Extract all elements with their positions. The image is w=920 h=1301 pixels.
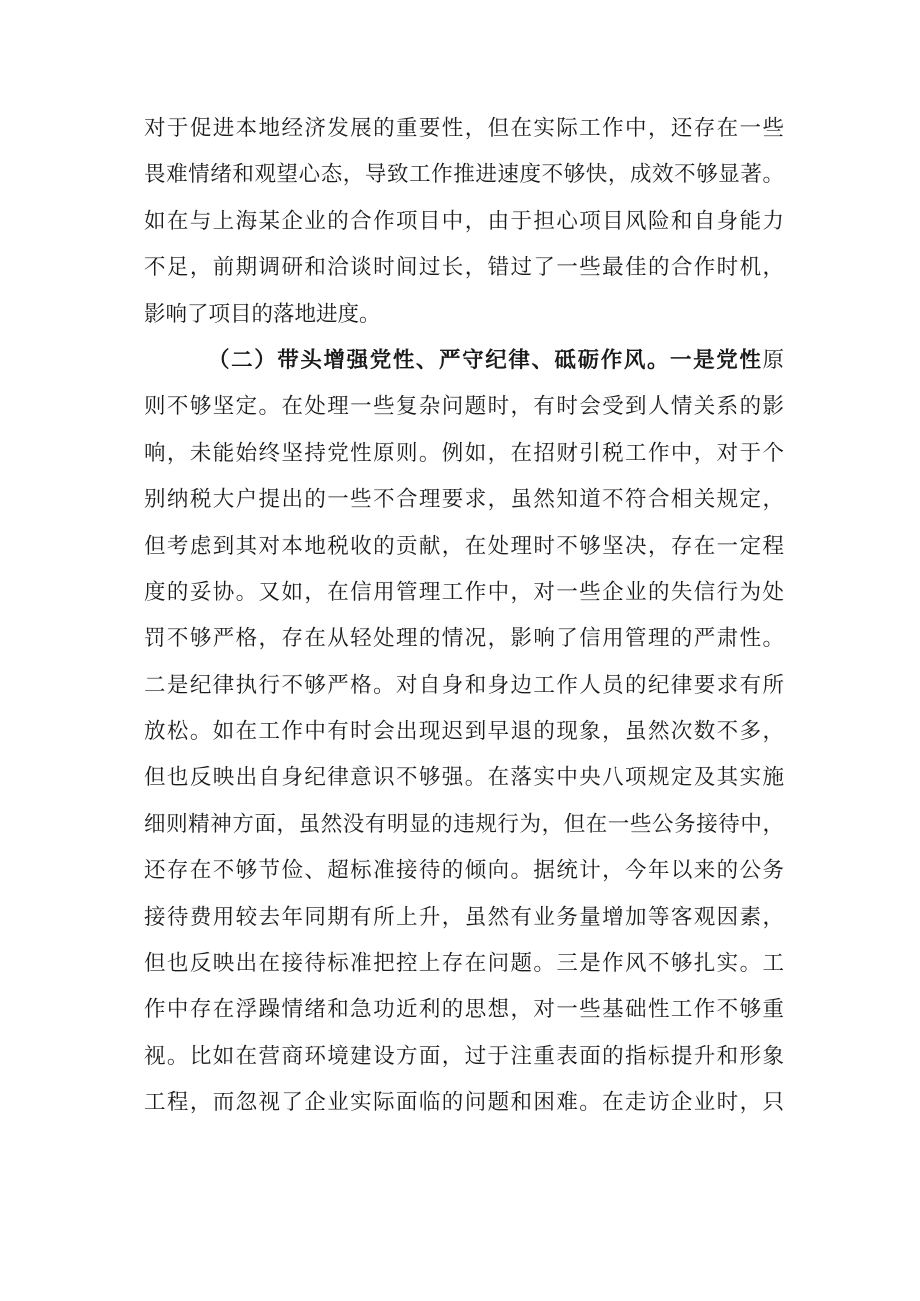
text-line: 度的妥协。又如，在信用管理工作中，对一些企业的失信行为处 — [144, 579, 784, 605]
text-line: 影响了项目的落地进度。 — [144, 301, 381, 327]
text-line: 工程，而忽视了企业实际面临的问题和困难。在走访企业时，只 — [144, 1090, 784, 1116]
text-line: 罚不够严格，存在从轻处理的情况，影响了信用管理的严肃性。 — [144, 626, 784, 652]
section-heading-continuation: 原 — [762, 347, 784, 373]
text-line: 则不够坚定。在处理一些复杂问题时，有时会受到人情关系的影 — [144, 394, 784, 420]
text-line: 对于促进本地经济发展的重要性，但在实际工作中，还存在一些 — [144, 116, 784, 141]
text-line: 但也反映出在接待标准把控上存在问题。三是作风不够扎实。工 — [144, 951, 784, 977]
text-line: 接待费用较去年同期有所上升，虽然有业务量增加等客观因素， — [144, 904, 784, 930]
text-line: 别纳税大户提出的一些不合理要求，虽然知道不符合相关规定， — [144, 487, 784, 513]
document-body — [144, 106, 784, 1127]
text-line: 细则精神方面，虽然没有明显的违规行为，但在一些公务接待中， — [144, 811, 784, 837]
text-line: 不足，前期调研和洽谈时间过长，错过了一些最佳的合作时机， — [144, 255, 784, 281]
text-line: 但也反映出自身纪律意识不够强。在落实中央八项规定及其实施 — [144, 765, 784, 791]
text-line: 放松。如在工作中有时会出现迟到早退的现象，虽然次数不多， — [144, 719, 784, 745]
text-line: 二是纪律执行不够严格。对自身和身边工作人员的纪律要求有所 — [144, 672, 784, 698]
paragraph-2 — [144, 338, 784, 1127]
text-line: 畏难情绪和观望心态，导致工作推进速度不够快，成效不够显著。 — [144, 162, 784, 188]
text-line: 但考虑到其对本地税收的贡献，在处理时不够坚决，存在一定程 — [144, 533, 784, 559]
section-heading: （二）带头增强党性、严守纪律、砥砺作风。一是党性 — [208, 347, 763, 373]
text-line: 作中存在浮躁情绪和急功近利的思想，对一些基础性工作不够重 — [144, 997, 784, 1023]
section-heading-line — [144, 338, 784, 384]
text-line: 如在与上海某企业的合作项目中，由于担心项目风险和自身能力 — [144, 208, 784, 234]
text-line: 还存在不够节俭、超标准接待的倾向。据统计，今年以来的公务 — [144, 858, 784, 884]
text-line: 响，未能始终坚持党性原则。例如，在招财引税工作中，对于个 — [144, 440, 784, 466]
text-line: 视。比如在营商环境建设方面，过于注重表面的指标提升和形象 — [144, 1043, 784, 1069]
paragraph-1 — [144, 106, 784, 338]
